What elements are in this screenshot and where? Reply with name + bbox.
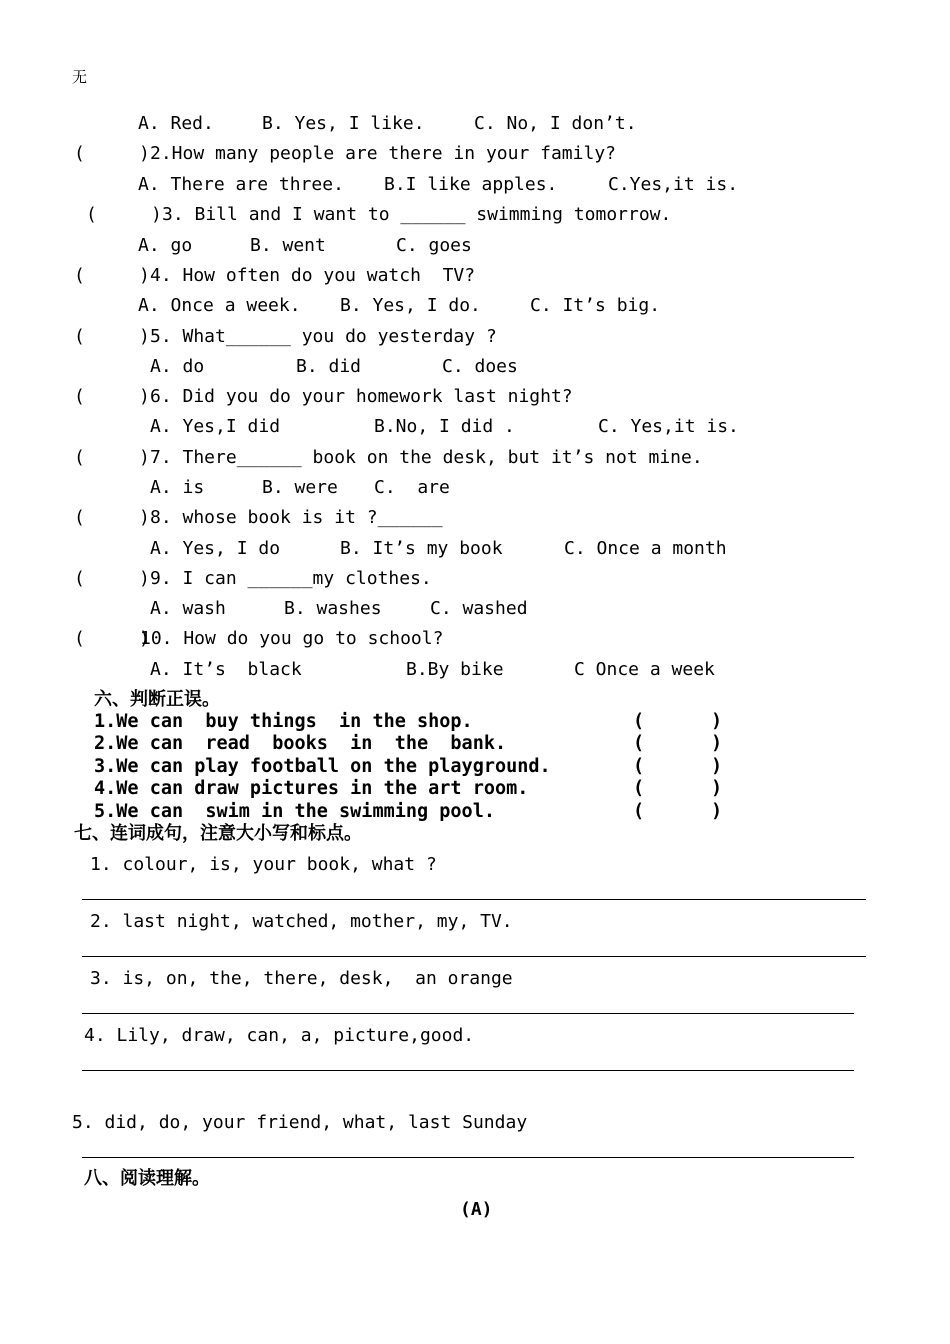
q10-answer-paren[interactable]: ( ) bbox=[74, 628, 150, 649]
q4-option-c: C. It’s big. bbox=[530, 295, 661, 316]
q3-option-a: A. go bbox=[138, 235, 193, 256]
header-mark: 无 bbox=[72, 68, 88, 86]
q7-option-c: C. are bbox=[374, 477, 450, 498]
section7-item-5: 5. did, do, your friend, what, last Sunday bbox=[72, 1112, 528, 1133]
q7-option-a: A. is bbox=[150, 477, 205, 498]
answer-line-3[interactable] bbox=[82, 1013, 854, 1014]
q2-question: 2.How many people are there in your family? bbox=[150, 143, 616, 164]
q3-question: 3. Bill and I want to ______ swimming tomorrow. bbox=[162, 204, 672, 225]
q7-option-b: B. were bbox=[262, 477, 338, 498]
q3-option-c: C. goes bbox=[396, 235, 472, 256]
answer-line-4[interactable] bbox=[82, 1070, 854, 1071]
q10-question: 10. How do you go to school? bbox=[140, 628, 444, 649]
q9-option-c: C. washed bbox=[430, 598, 528, 619]
section6-item-1-paren[interactable]: ( ) bbox=[633, 711, 723, 732]
answer-line-1[interactable] bbox=[82, 899, 866, 900]
section7-item-1: 1. colour, is, your book, what ? bbox=[90, 854, 437, 875]
section7-item-2: 2. last night, watched, mother, my, TV. bbox=[90, 911, 513, 932]
q1-option-b: B. Yes, I like. bbox=[262, 113, 425, 134]
q8-option-a: A. Yes, I do bbox=[150, 538, 281, 559]
q5-option-c: C. does bbox=[442, 356, 518, 377]
q8-answer-paren[interactable]: ( ) bbox=[74, 507, 150, 528]
answer-line-5[interactable] bbox=[82, 1157, 854, 1158]
q1-option-a: A. Red. bbox=[138, 113, 214, 134]
q7-question: 7. There______ book on the desk, but it’s not mine. bbox=[150, 447, 703, 468]
q4-option-b: B. Yes, I do. bbox=[340, 295, 481, 316]
section8-title: 八、阅读理解。 bbox=[84, 1168, 210, 1189]
section6-item-2: 2.We can read books in the bank. bbox=[94, 733, 507, 754]
section6-title: 六、判断正误。 bbox=[94, 689, 220, 710]
section6-item-5-paren[interactable]: ( ) bbox=[633, 801, 723, 822]
answer-line-2[interactable] bbox=[82, 956, 866, 957]
q10-option-c: C Once a week bbox=[574, 659, 715, 680]
q5-answer-paren[interactable]: ( ) bbox=[74, 326, 150, 347]
section6-item-4: 4.We can draw pictures in the art room. bbox=[94, 778, 529, 799]
q9-option-a: A. wash bbox=[150, 598, 226, 619]
q3-answer-paren[interactable]: ( ) bbox=[86, 204, 162, 225]
q6-option-c: C. Yes,it is. bbox=[598, 416, 739, 437]
q4-option-a: A. Once a week. bbox=[138, 295, 301, 316]
q8-question: 8. whose book is it ?______ bbox=[150, 507, 443, 528]
q5-option-b: B. did bbox=[296, 356, 362, 377]
q5-option-a: A. do bbox=[150, 356, 205, 377]
q3-option-b: B. went bbox=[250, 235, 326, 256]
section6-item-3: 3.We can play football on the playground. bbox=[94, 756, 551, 777]
q6-option-a: A. Yes,I did bbox=[150, 416, 281, 437]
q6-question: 6. Did you do your homework last night? bbox=[150, 386, 573, 407]
section7-title: 七、连词成句，注意大小写和标点。 bbox=[74, 823, 362, 844]
section6-item-2-paren[interactable]: ( ) bbox=[633, 733, 723, 754]
section7-item-3: 3. is, on, the, there, desk, an orange bbox=[90, 968, 513, 989]
q10-option-a: A. It’s black bbox=[150, 659, 302, 680]
q2-option-c: C.Yes,it is. bbox=[608, 174, 739, 195]
q2-option-a: A. There are three. bbox=[138, 174, 344, 195]
q9-question: 9. I can ______my clothes. bbox=[150, 568, 432, 589]
q8-option-c: C. Once a month bbox=[564, 538, 727, 559]
section6-item-5: 5.We can swim in the swimming pool. bbox=[94, 801, 495, 822]
q1-option-c: C. No, I don’t. bbox=[474, 113, 637, 134]
q2-option-b: B.I like apples. bbox=[384, 174, 558, 195]
q6-option-b: B.No, I did . bbox=[374, 416, 515, 437]
q4-question: 4. How often do you watch TV? bbox=[150, 265, 476, 286]
section7-item-4: 4. Lily, draw, can, a, picture,good. bbox=[84, 1025, 475, 1046]
q9-option-b: B. washes bbox=[284, 598, 382, 619]
section6-item-4-paren[interactable]: ( ) bbox=[633, 778, 723, 799]
q5-question: 5. What______ you do yesterday ? bbox=[150, 326, 497, 347]
q10-option-b: B.By bike bbox=[406, 659, 504, 680]
q9-answer-paren[interactable]: ( ) bbox=[74, 568, 150, 589]
q8-option-b: B. It’s my book bbox=[340, 538, 503, 559]
section6-item-1: 1.We can buy things in the shop. bbox=[94, 711, 473, 732]
section6-item-3-paren[interactable]: ( ) bbox=[633, 756, 723, 777]
q4-answer-paren[interactable]: ( ) bbox=[74, 265, 150, 286]
section8-subtitle: (A) bbox=[460, 1199, 493, 1220]
q6-answer-paren[interactable]: ( ) bbox=[74, 386, 150, 407]
q7-answer-paren[interactable]: ( ) bbox=[74, 447, 150, 468]
q2-answer-paren[interactable]: ( ) bbox=[74, 143, 150, 164]
